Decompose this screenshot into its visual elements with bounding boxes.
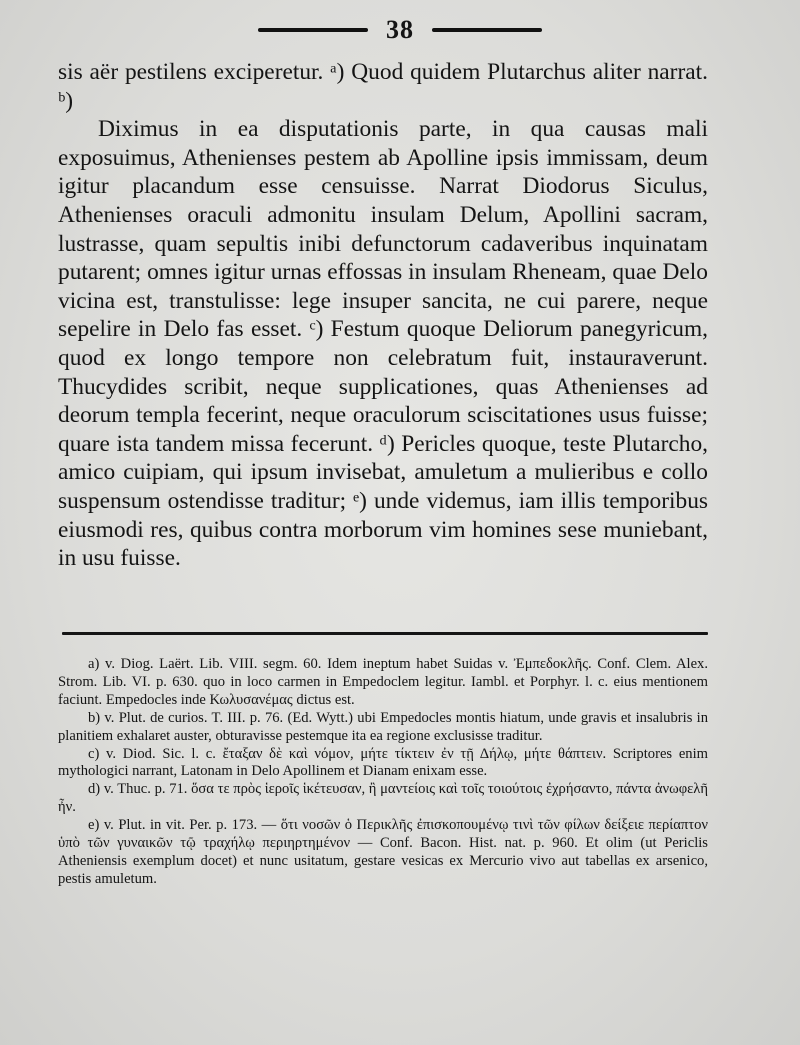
header-rule-right [432,28,542,32]
footnote-a: a) v. Diog. Laërt. Lib. VIII. segm. 60. Idem ineptum habet Suidas v. Ἐμπεδοκλῆς. Conf. Clem. Alex. Strom. Lib. VI. p. 630. quo in loco carmen in Empedoclem legitur. Iambl. et Porphyr. l. c. eius mentionem faciunt. Empedocles inde Κωλυσανέμας dictus est. [58,656,708,708]
footnote-b: b) v. Plut. de curios. T. III. p. 76. (Ed. Wytt.) ubi Empedocles montis hiatum, unde gravis et insalubris in planitiem exhalaret auster, obturavisse pestemque ita ea regione exclusisse traditur. [58,709,708,744]
paragraph-2: Diximus in ea disputationis parte, in qua causas mali exposuimus, Athenienses pestem ab Apolline ipsis immissam, deum igitur placandum esse censuisse. Narrat Diodorus Siculus, Athenienses oraculi admonitu insulam Delum, Apollini sacram, lustrasse, quam sepultis inibi defunctorum cadaveribus inquinatam putarent; omnes igitur urnas effossas in insulam Rheneam, quae Delo vicina est, transtulisse: lege insuper sancita, ne cui parere, neque sepelire in Delo fas esset. ᶜ) Festum quoque Deliorum panegyricum, quod ex longo tempore non celebratum fuit, instauraverunt. Thucydides scribit, neque supplicationes, quas Athenienses ad deorum templa fecerint, neque oraculorum sciscitationes usus fuisse; quare ista tandem missa fecerunt. ᵈ) Pericles quoque, teste Plutarcho, amico cuipiam, qui ipsum invisebat, amuletum a mulieribus e collo suspensum ostendisse traditur; ᵉ) unde videmus, iam illis temporibus eiusmodi res, quibus contra morborum vim homines sese muniebant, in usu fuisse. [58,116,708,572]
paragraph-1: sis aër pestilens exciperetur. ᵃ) Quod quidem Plutarchus aliter narrat. ᵇ) [58,59,708,114]
footnote-c: c) v. Diod. Sic. l. c. ἔταξαν δὲ καὶ νόμον, μήτε τίκτειν ἐν τῇ Δήλῳ, μήτε θάπτειν. Scriptores enim mythologici narrant, Latonam in Delo Apollinem et Dianam enixam esse. [58,745,708,780]
page-header [0,12,800,48]
footnotes [58,656,708,889]
header-rule-left [258,28,368,32]
page-number: 38 [386,15,414,44]
footnote-d: d) v. Thuc. p. 71. ὅσα τε πρὸς ἱεροῖς ἱκέτευσαν, ἢ μαντείοις καὶ τοῖς τοιούτοις ἐχρήσαντο, πάντα ἀνωφελῆ ἦν. [58,781,708,816]
main-text [58,58,708,573]
footnote-divider [62,632,708,635]
footnote-e: e) v. Plut. in vit. Per. p. 173. — ὅτι νοσῶν ὁ Περικλῆς ἐπισκοπουμένῳ τινὶ τῶν φίλων δείξειε περίαπτον ὑπὸ τῶν γυναικῶν τῷ τραχήλῳ περιηρτημένον — Conf. Bacon. Hist. nat. p. 960. Et olim (ut Periclis Atheniensis exemplum docet) et nunc usitatum, gestare vesicas ex Mercurio vivo aut tabellas ex arsenico, pestis amuletum. [58,817,708,887]
